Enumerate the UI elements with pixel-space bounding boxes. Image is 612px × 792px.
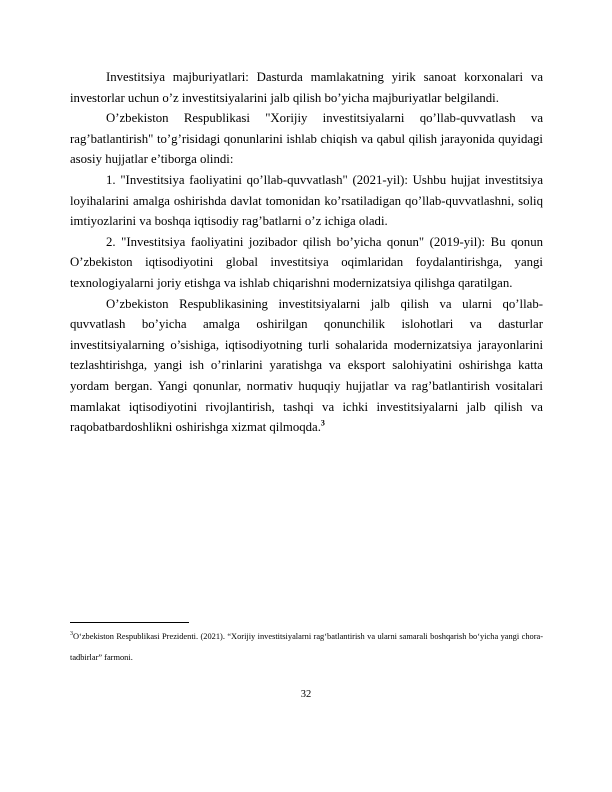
paragraph-list-item-2 — [70, 232, 543, 294]
paragraph-text: O’zbekiston Respublikasi "Xorijiy investitsiyalarni qo’llab-quvvatlash va rag’batlantirish" to’g’risidagi qonunlarini ishlab chiqish va qabul qilish jarayonida quyidagi asosiy hujjatlar e’tiborga olindi: — [70, 111, 543, 167]
footnote — [70, 627, 543, 668]
footnote-reference: 3 — [320, 418, 325, 428]
page-body — [70, 67, 543, 438]
paragraph-legal-documents-intro — [70, 108, 543, 170]
paragraph-investment-obligations — [70, 67, 543, 108]
paragraph-text: 1. "Investitsiya faoliyatini qo’llab-quvvatlash" (2021-yil): Ushbu hujjat investitsiya loyihalarini amalga oshirishda davlat tomonidan ko’rsatiladigan qo’llab-quvvatlashni, soliq imtiyozlarini va boshqa iqtisodiy rag’batlarni o’z ichiga oladi. — [70, 172, 543, 229]
page-number: 32 — [300, 689, 312, 700]
paragraph-conclusion — [70, 294, 543, 438]
paragraph-text: Investitsiya majburiyatlari: Dasturda mamlakatning yirik sanoat korxonalari va investorlar uchun o’z investitsiyalarini jalb qilish bo’yicha majburiyatlar belgilandi. — [70, 70, 543, 105]
footnote-separator — [70, 622, 189, 623]
footnote-text: O‘zbekiston Respublikasi Prezidenti. (2021). “Xorijiy investitsiyalarni rag‘batlantirish va ularni samarali boshqarish bo‘yicha yangi chora-tadbirlar” farmoni. — [70, 632, 543, 662]
paragraph-text: O’zbekiston Respublikasining investitsiyalarni jalb qilish va ularni qo’llab-quvvatlash bo’yicha amalga oshirilgan qonunchilik islohotlari va dasturlar investitsiyalarning o’sishiga, iqtisodiyotning turli sohalarida modernizatsiya jarayonlarini tezlashtirishga, yangi ish o’rinlarini yaratishga va eksport salohiyatini oshirishga katta yordam bergan. Yangi qonunlar, normativ huquqiy hujjatlar va rag’batlantirish vositalari mamlakat iqtisodiyotini rivojlantirish, tashqi va ichki investitsiyalarni jalb qilish va raqobatbardoshlikni oshirishga xizmat qilmoqda. — [70, 296, 543, 435]
paragraph-list-item-1 — [70, 170, 543, 232]
footnote-marker: 3 — [70, 631, 73, 638]
paragraph-text: 2. "Investitsiya faoliyatini jozibador qilish bo’yicha qonun" (2019-yil): Bu qonun O’zbekiston iqtisodiyotini global investitsiya oqimlaridan foydalantirishga, yangi texnologiyalarni joriy etishga va ishlab chiqarishni modernizatsiya qilishga qaratilgan. — [70, 234, 543, 290]
